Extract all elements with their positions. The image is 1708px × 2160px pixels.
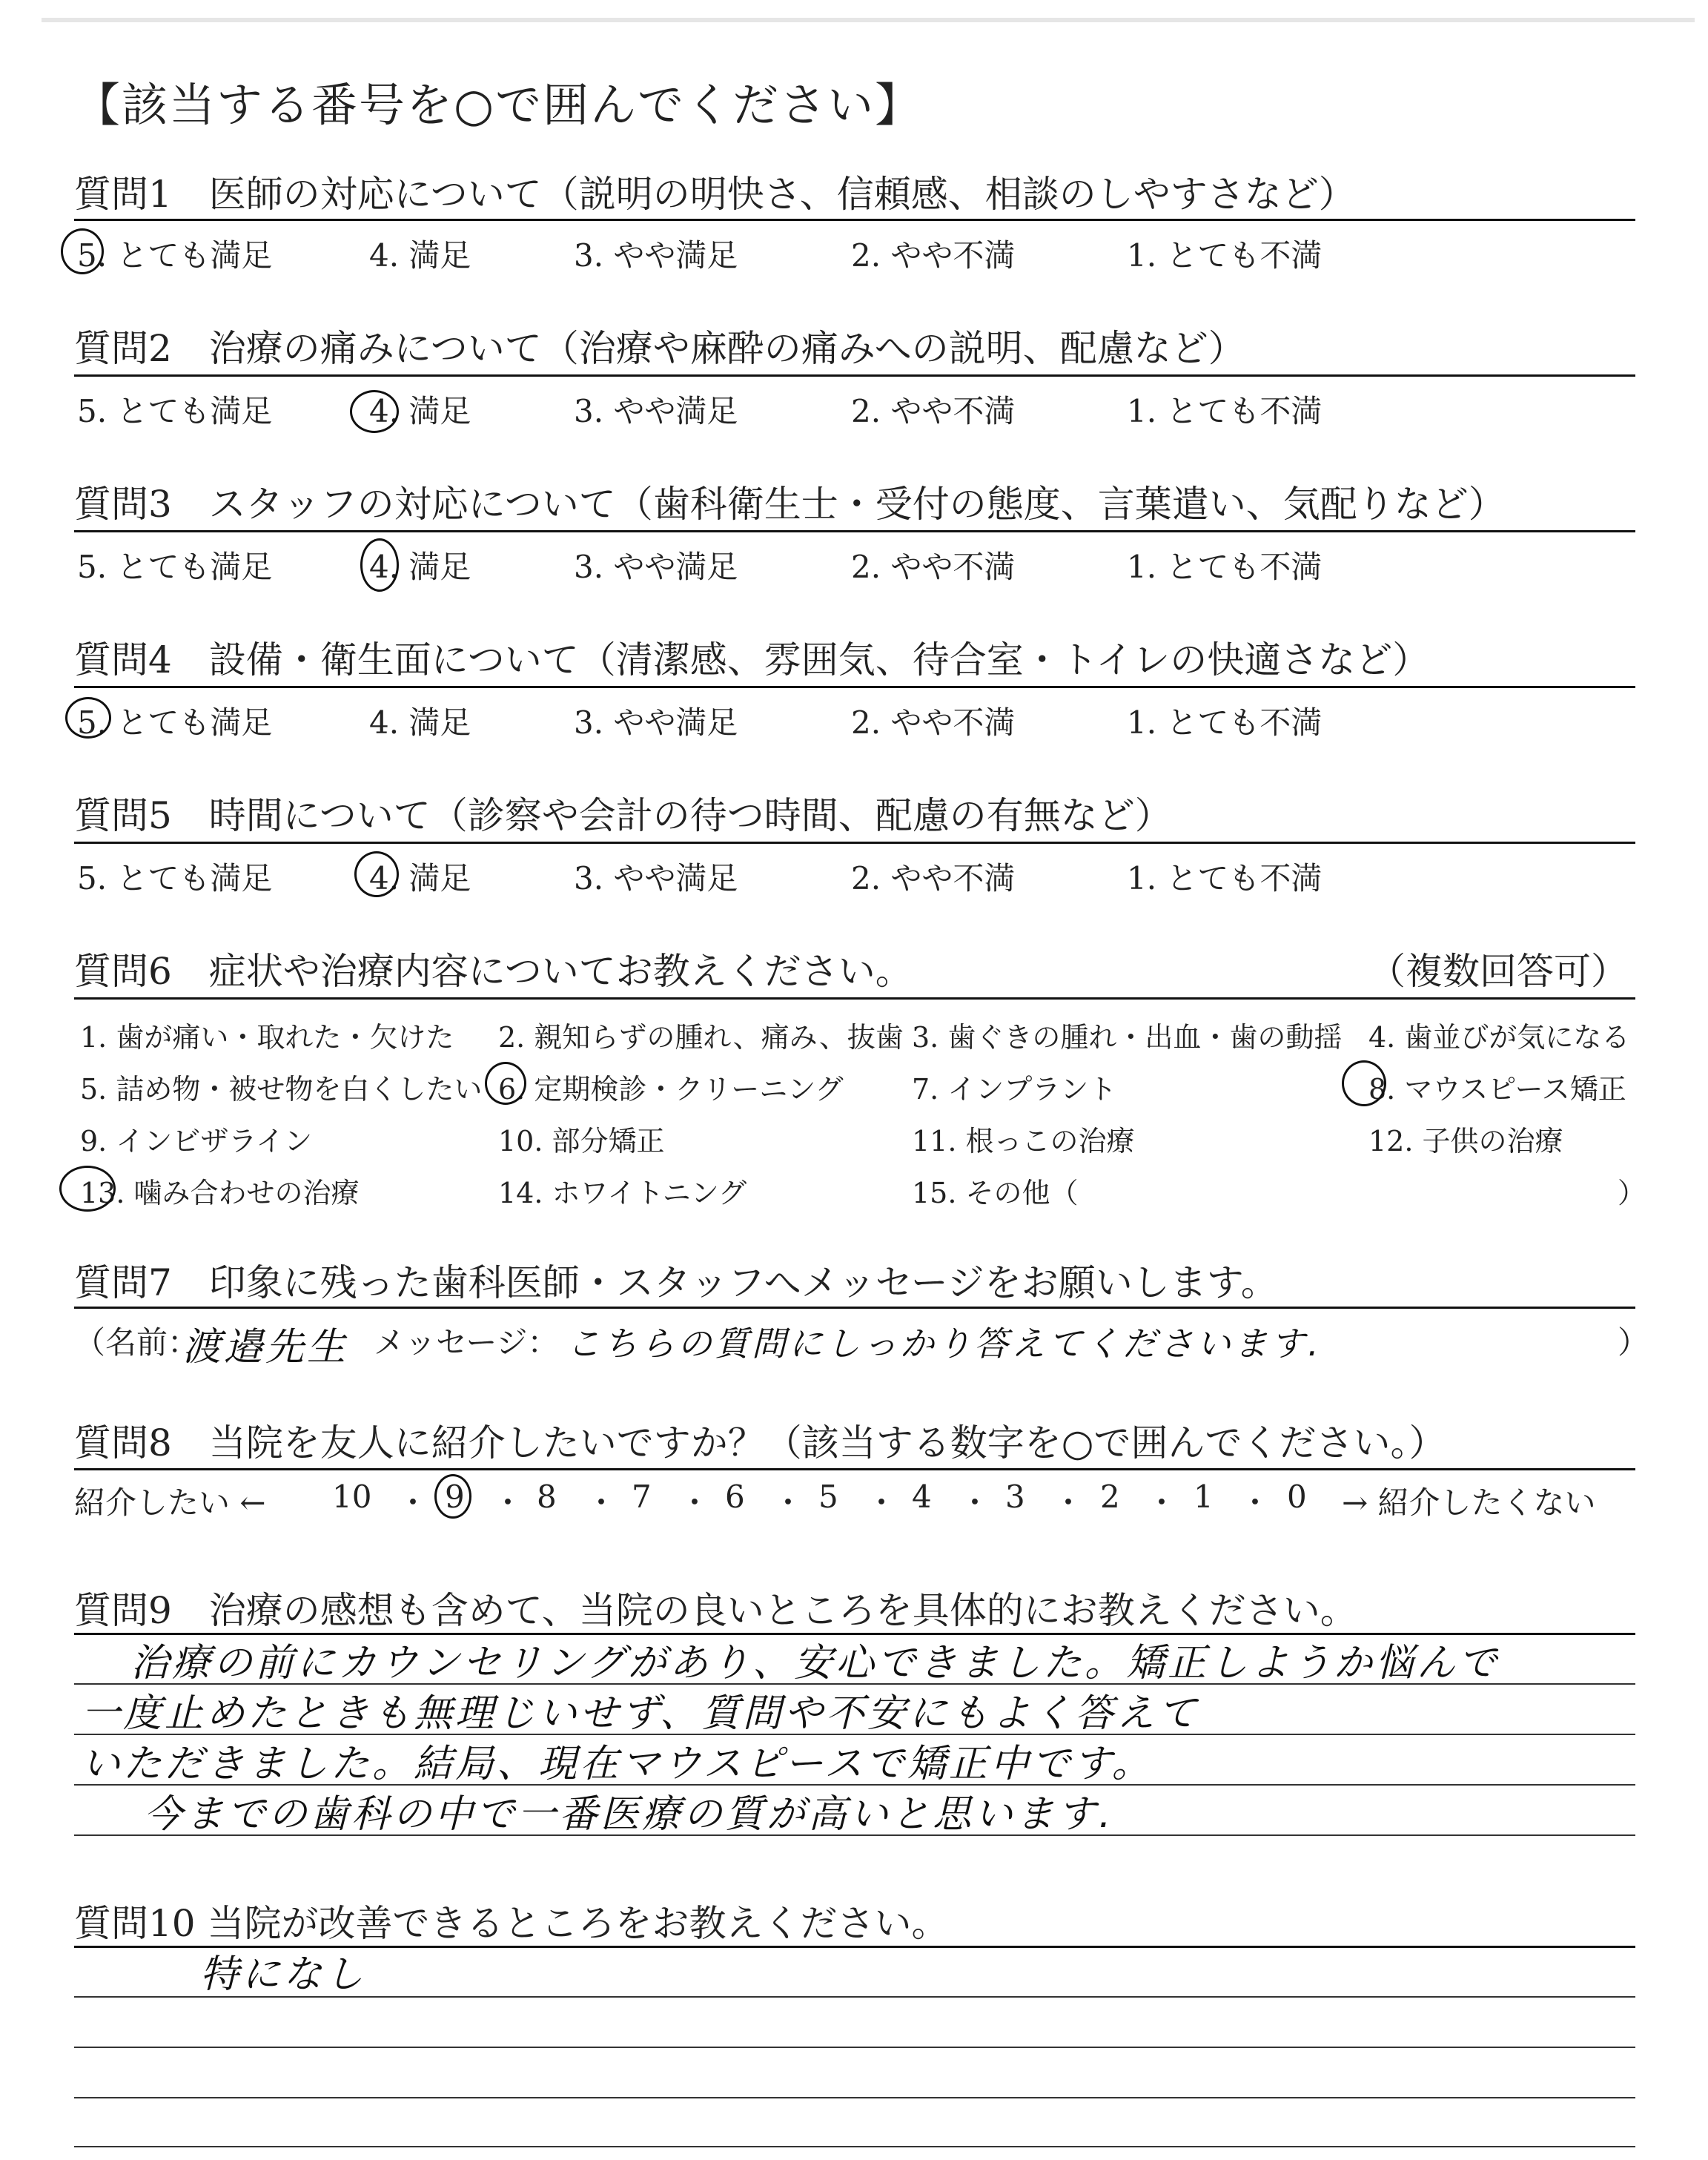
q7-message-label: メッセージ：	[374, 1324, 559, 1361]
q8-scale-5[interactable]: 5	[818, 1479, 838, 1515]
q4-option-4[interactable]: 4. 満足	[369, 704, 471, 741]
q8-scale-7[interactable]: 7	[632, 1479, 652, 1515]
q3-option-3[interactable]: 3. やや満足	[574, 549, 738, 585]
q10-answer-line	[74, 2097, 1635, 2098]
q8-heading: 質問8 当院を友人に紹介したいですか？（該当する数字を○で囲んでください。）	[74, 1421, 1446, 1464]
q6-option-14[interactable]: 14. ホワイトニング	[498, 1177, 747, 1209]
q8-dot: ・	[1239, 1484, 1271, 1521]
q6-option-5[interactable]: 5. 詰め物・被せ物を白くしたい	[80, 1073, 483, 1106]
q3-option-1[interactable]: 1. とても不満	[1127, 549, 1323, 585]
q4-rule	[74, 686, 1635, 688]
q1-option-2[interactable]: 2. やや不満	[851, 237, 1016, 274]
q4-option-1[interactable]: 1. とても不満	[1127, 704, 1323, 741]
q3-rule	[74, 530, 1635, 532]
q5-option-2[interactable]: 2. やや不満	[851, 860, 1016, 896]
q8-scale-9[interactable]: 9	[445, 1479, 465, 1515]
q1-rule	[74, 219, 1635, 221]
q1-heading: 質問1 医師の対応について（説明の明快さ、信頼感、相談のしやすさなど）	[74, 173, 1356, 216]
q5-option-3[interactable]: 3. やや満足	[574, 860, 738, 896]
q8-scale-4[interactable]: 4	[912, 1479, 932, 1515]
q1-selection-circle	[61, 228, 104, 274]
q6-multiple-note: （複数回答可）	[1368, 950, 1628, 993]
q10-answer-line	[74, 2047, 1635, 2048]
q1-option-5[interactable]: 5. とても満足	[77, 237, 273, 274]
q5-option-4[interactable]: 4. 満足	[369, 860, 471, 896]
q6-selection-circle-8	[1342, 1060, 1386, 1106]
q8-scale-10[interactable]: 10	[332, 1479, 372, 1515]
q6-option-4[interactable]: 4. 歯並びが気になる	[1368, 1021, 1630, 1054]
q1-option-3[interactable]: 3. やや満足	[574, 237, 738, 274]
q1-option-4[interactable]: 4. 満足	[369, 237, 471, 274]
q2-option-2[interactable]: 2. やや不満	[851, 393, 1016, 429]
q8-scale-8[interactable]: 8	[537, 1479, 557, 1515]
q7-rule	[74, 1307, 1635, 1309]
q3-option-4[interactable]: 4. 満足	[369, 549, 471, 585]
q4-option-3[interactable]: 3. やや満足	[574, 704, 738, 741]
q3-selection-circle	[360, 538, 399, 592]
q2-option-5[interactable]: 5. とても満足	[77, 393, 273, 429]
q2-option-1[interactable]: 1. とても不満	[1127, 393, 1323, 429]
q7-close-paren: ）	[1618, 1324, 1649, 1361]
q6-option-9[interactable]: 9. インビザライン	[80, 1125, 313, 1157]
q7-heading: 質問7 印象に残った歯科医師・スタッフへメッセージをお願いします。	[74, 1261, 1278, 1304]
q7-name-handwritten[interactable]: 渡邉先生	[182, 1325, 349, 1370]
q6-rule	[74, 997, 1635, 1000]
q8-dot: ・	[1146, 1484, 1178, 1521]
q7-message-handwritten[interactable]: こちらの質問にしっかり答えてくださいます.	[566, 1324, 1322, 1364]
q5-rule	[74, 842, 1635, 844]
q6-selection-circle-6	[485, 1062, 526, 1105]
q8-rule	[74, 1468, 1635, 1470]
q8-scale-3[interactable]: 3	[1005, 1479, 1025, 1515]
q8-dot: ・	[586, 1484, 618, 1521]
q4-selection-circle	[65, 697, 111, 739]
q9-answer-line-4[interactable]: 今までの歯科の中で一番医療の質が高いと思います.	[144, 1792, 1114, 1837]
q8-dot: ・	[959, 1484, 991, 1521]
q6-option-3[interactable]: 3. 歯ぐきの腫れ・出血・歯の動揺	[912, 1021, 1343, 1054]
q5-option-1[interactable]: 1. とても不満	[1127, 860, 1323, 896]
q6-option-8[interactable]: 8. マウスピース矯正	[1368, 1073, 1626, 1106]
q1-option-1[interactable]: 1. とても不満	[1127, 237, 1323, 274]
q8-dot: ・	[772, 1484, 804, 1521]
q6-option-1[interactable]: 1. 歯が痛い・取れた・欠けた	[80, 1021, 454, 1054]
q2-heading: 質問2 治療の痛みについて（治療や麻酔の痛みへの説明、配慮など）	[74, 327, 1245, 370]
q6-other-close-paren: ）	[1618, 1177, 1646, 1209]
q4-option-2[interactable]: 2. やや不満	[851, 704, 1016, 741]
q3-option-5[interactable]: 5. とても満足	[77, 549, 273, 585]
q10-answer-line	[74, 2146, 1635, 2147]
q6-selection-circle-13	[59, 1166, 116, 1212]
q6-option-11[interactable]: 11. 根っこの治療	[912, 1125, 1135, 1157]
q8-dot: ・	[397, 1484, 429, 1521]
q3-heading: 質問3 スタッフの対応について（歯科衛生士・受付の態度、言葉遣い、気配りなど）	[74, 483, 1506, 526]
q8-dot: ・	[492, 1484, 524, 1521]
page-top-border	[42, 18, 1695, 22]
q4-option-5[interactable]: 5. とても満足	[77, 704, 273, 741]
q8-scale-6[interactable]: 6	[725, 1479, 745, 1515]
q8-dot: ・	[1053, 1484, 1085, 1521]
q4-heading: 質問4 設備・衛生面について（清潔感、雰囲気、待合室・トイレの快適さなど）	[74, 638, 1430, 681]
q10-heading: 質問10 当院が改善できるところをお教えください。	[74, 1902, 949, 1945]
q9-heading: 質問9 治療の感想も含めて、当院の良いところを具体的にお教えください。	[74, 1589, 1357, 1632]
q8-left-label: 紹介したい ←	[74, 1484, 266, 1521]
form-title: 【該当する番号を○で囲んでください】	[74, 78, 923, 132]
q6-option-10[interactable]: 10. 部分矯正	[498, 1125, 665, 1157]
q5-heading: 質問5 時間について（診察や会計の待つ時間、配慮の有無など）	[74, 794, 1172, 837]
q9-answer-line-1[interactable]: 治療の前にカウンセリングがあり、安心できました。矯正しようか悩んで	[130, 1641, 1500, 1685]
q2-rule	[74, 374, 1635, 377]
q5-selection-circle	[354, 851, 399, 897]
q8-dot: ・	[866, 1484, 898, 1521]
q6-option-7[interactable]: 7. インプラント	[912, 1073, 1117, 1106]
q6-option-6[interactable]: 6. 定期検診・クリーニング	[498, 1073, 844, 1106]
q6-heading: 質問6 症状や治療内容についてお教えください。	[74, 950, 913, 993]
q8-scale-2[interactable]: 2	[1100, 1479, 1120, 1515]
q6-option-12[interactable]: 12. 子供の治療	[1368, 1125, 1563, 1157]
q8-dot: ・	[679, 1484, 711, 1521]
q7-name-label: （名前：	[74, 1324, 199, 1361]
q6-option-15-other[interactable]: 15. その他（	[912, 1177, 1079, 1209]
q8-scale-0[interactable]: 0	[1287, 1479, 1307, 1515]
q5-option-5[interactable]: 5. とても満足	[77, 860, 273, 896]
q2-selection-circle	[350, 390, 399, 433]
q3-option-2[interactable]: 2. やや不満	[851, 549, 1016, 585]
q6-option-13[interactable]: 13. 噛み合わせの治療	[80, 1177, 360, 1209]
q2-option-4[interactable]: 4. 満足	[369, 393, 471, 429]
q2-option-3[interactable]: 3. やや満足	[574, 393, 738, 429]
q8-selection-circle	[434, 1474, 471, 1519]
q8-right-label: → 紹介したくない	[1342, 1484, 1596, 1521]
q9-answer-line-2[interactable]: 一度止めたときも無理じいせず、質問や不安にもよく答えて	[82, 1691, 1199, 1736]
q10-answer-line-1[interactable]: 特になし	[200, 1952, 367, 1997]
q8-scale-1[interactable]: 1	[1194, 1479, 1214, 1515]
q9-answer-line-3[interactable]: いただきました。結局、現在マウスピースで矯正中です。	[82, 1742, 1153, 1786]
q6-option-2[interactable]: 2. 親知らずの腫れ、痛み、抜歯	[498, 1021, 904, 1054]
